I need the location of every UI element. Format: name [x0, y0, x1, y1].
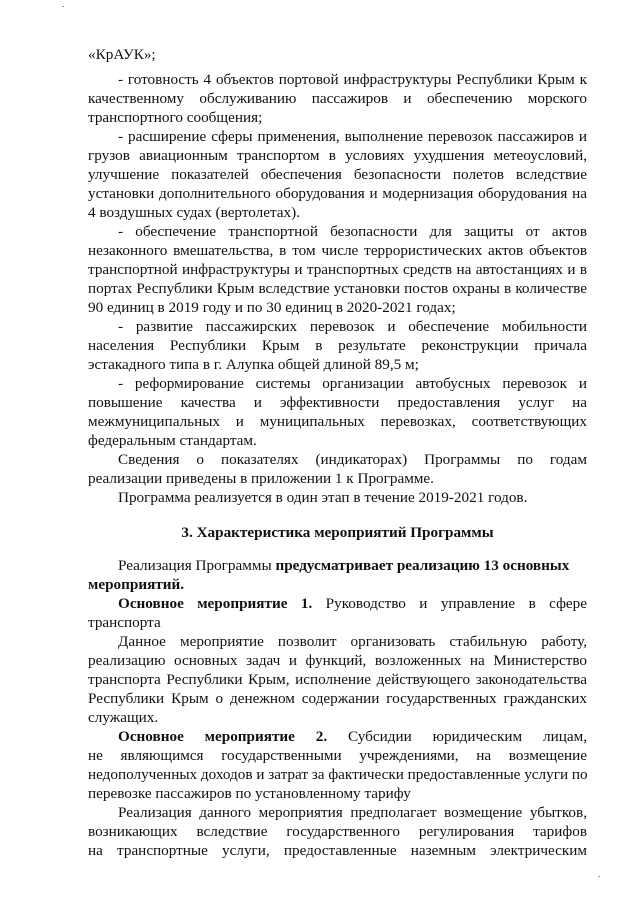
text-span: Руководство и управление в сфере — [312, 595, 587, 612]
text-line: служащих. — [88, 709, 159, 726]
text-line — [118, 594, 587, 613]
text-line — [118, 556, 587, 575]
text-line: незаконного вмешательства, в том числе террористических актов объектов — [88, 242, 587, 259]
text-line: Данное мероприятие позволит организовать стабильную работу, — [118, 633, 587, 650]
text-line: мероприятий. — [88, 576, 185, 593]
text-line: качественному обслуживанию пассажиров и обеспечению морского — [88, 90, 587, 107]
text-line: 90 единиц в 2019 году и по 30 единиц в 2020-2021 годах; — [88, 299, 456, 316]
scan-speck — [598, 876, 600, 877]
text-line: - расширение сферы применения, выполнение перевозок пассажиров и — [118, 128, 587, 145]
bold-text: предусматривает реализацию 13 основных — [275, 557, 570, 574]
text-line: портах Республики Крым вследствие установки постов охраны в количестве — [88, 280, 587, 297]
text-line: недополученных доходов и затрат за фактически предоставленные услуги по — [88, 766, 588, 783]
text-line: - реформирование системы организации автобусных перевозок и — [118, 375, 587, 392]
text-line: федеральным стандартам. — [88, 432, 257, 449]
text-line: - развитие пассажирских перевозок и обеспечение мобильности — [118, 318, 587, 335]
scan-speck — [62, 6, 64, 7]
text-line: установки дополнительного оборудования и модернизация оборудования на — [88, 185, 587, 202]
text-line: межмуниципальных и муниципальных перевозках, соответствующих — [88, 413, 587, 430]
text-line: грузов авиационным транспортом в условиях ухудшения метеоусловий, — [88, 147, 587, 164]
text-line: улучшение показателей обеспечения безопасности полетов вследствие — [88, 166, 587, 183]
text-line: - обеспечение транспортной безопасности для защиты от актов — [118, 223, 587, 240]
text-line: транспорта — [88, 614, 161, 631]
text-line: «КрАУК»; — [88, 46, 156, 63]
bold-text: Основное мероприятие 1. — [118, 595, 313, 612]
text-line: Республики Крым о денежном содержании государственных гражданских — [88, 690, 587, 707]
text-line: не являющимся государственными учреждениями, на возмещение — [88, 747, 587, 764]
text-line — [118, 727, 587, 746]
text-line: 4 воздушных судах (вертолетах). — [88, 204, 300, 221]
text-span: Субсидии юридическим лицам, — [327, 728, 587, 745]
text-line: повышение качества и эффективности предоставления услуг на — [88, 394, 587, 411]
section-heading: 3. Характеристика мероприятий Программы — [181, 524, 494, 541]
text-line: реализации приведены в приложении 1 к Программе. — [88, 470, 434, 487]
text-line: транспортной инфраструктуры и транспортных средств на автостанциях и в — [88, 261, 587, 278]
text-line: транспорта Республики Крым, исполнение действующего законодательства — [88, 671, 587, 688]
text-line: реализацию основных задач и функций, возложенных на Министерство — [88, 652, 587, 669]
text-line: возникающих вследствие государственного регулирования тарифов — [88, 823, 587, 840]
text-line: Программа реализуется в один этап в течение 2019-2021 годов. — [118, 489, 528, 506]
text-line: Реализация данного мероприятия предполагает возмещение убытков, — [118, 804, 587, 821]
bold-text: Основное мероприятие 2. — [118, 728, 328, 745]
text-line: на транспортные услуги, предоставленные наземным электрическим — [88, 842, 587, 859]
text-line: перевозке пассажиров по установленному тарифу — [88, 785, 411, 802]
text-span: Реализация Программы — [118, 557, 276, 574]
text-line: населения Республики Крым в результате реконструкции причала — [88, 337, 587, 354]
text-line: Сведения о показателях (индикаторах) Программы по годам — [118, 451, 587, 468]
text-line: - готовность 4 объектов портовой инфраструктуры Республики Крым к — [118, 71, 587, 88]
text-line: транспортного сообщения; — [88, 109, 263, 126]
text-line: эстакадного типа в г. Алупка общей длиной 89,5 м; — [88, 356, 419, 373]
